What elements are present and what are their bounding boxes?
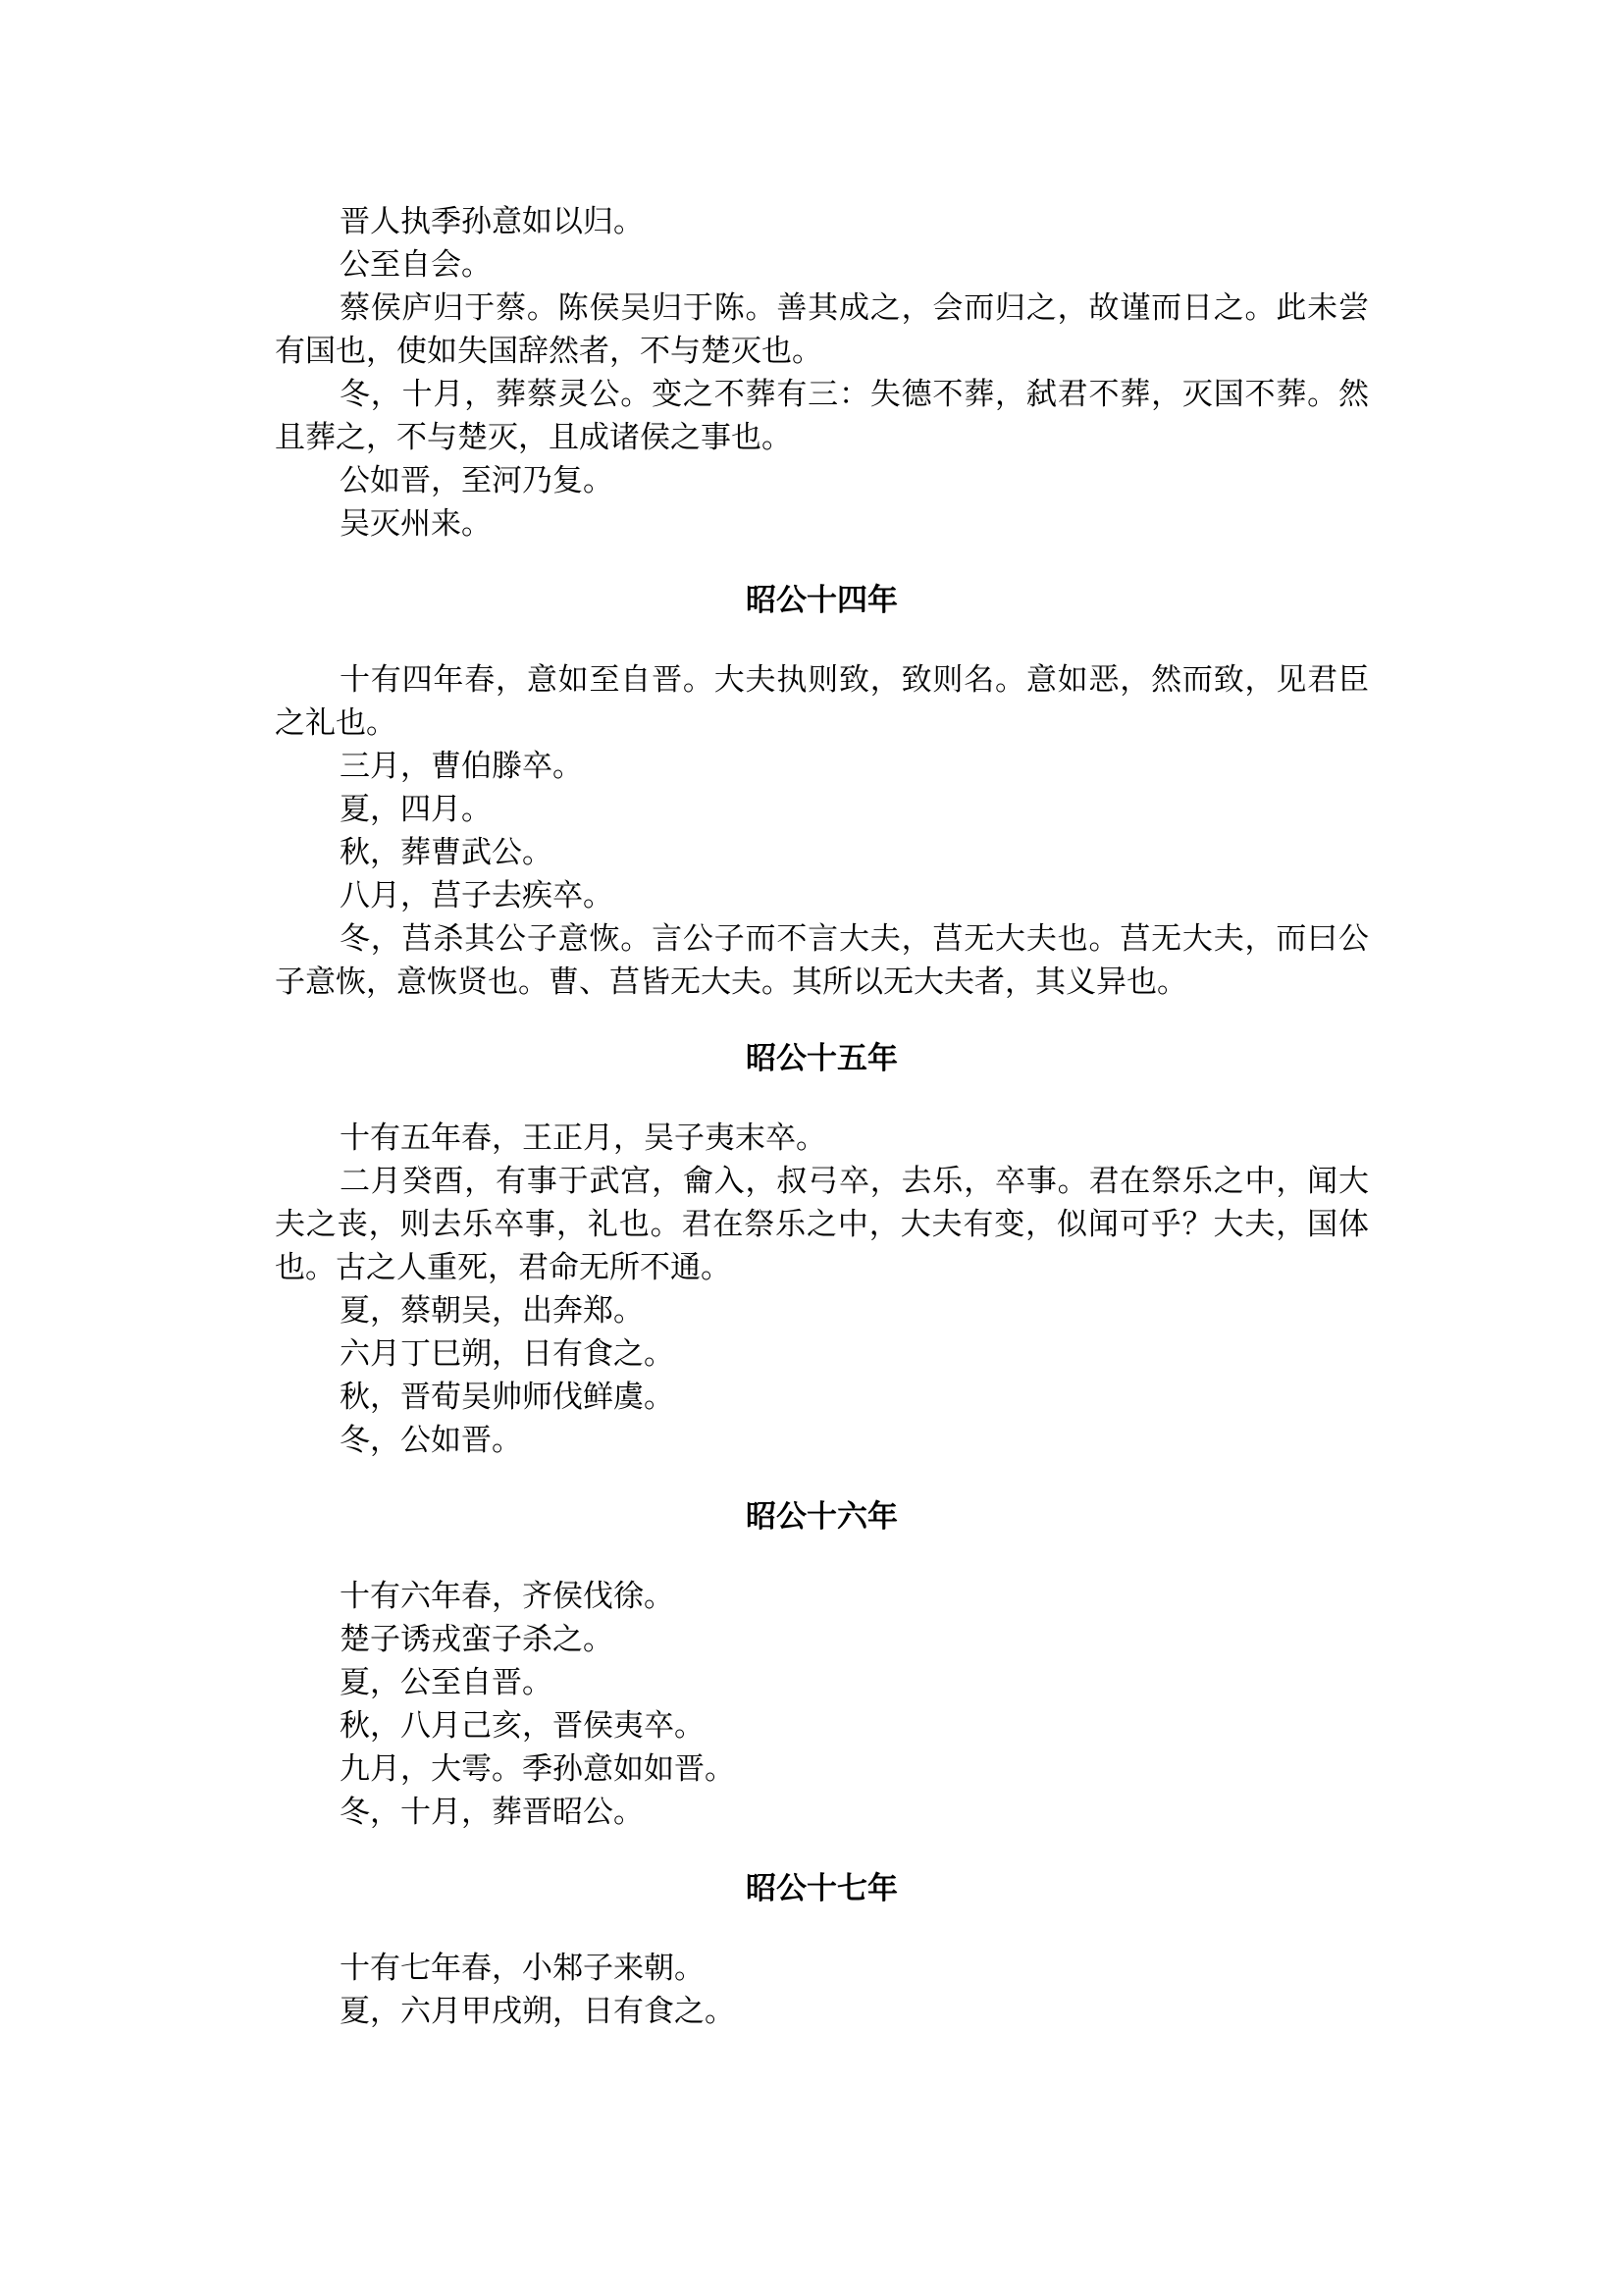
paragraph: 二月癸酉，有事于武宫，龠入，叔弓卒，去乐，卒事。君在祭乐之中，闻大夫之丧，则去乐卒事，礼也。君在祭乐之中，大夫有变，似闻可乎？大夫，国体也。古之人重死，君命无所不通。	[275, 1164, 1369, 1285]
paragraph: 晋人执季孙意如以归。	[340, 204, 644, 239]
paragraph: 冬，十月，葬蔡灵公。变之不葬有三：失德不葬，弑君不葬，灭国不葬。然且葬之，不与楚灭，且成诸侯之事也。	[275, 377, 1369, 455]
paragraph: 蔡侯庐归于蔡。陈侯吴归于陈。善其成之，会而归之，故谨而日之。此未尝有国也，使如失国辞然者，不与楚灭也。	[275, 290, 1369, 369]
paragraph: 八月，莒子去疾卒。	[340, 878, 613, 913]
paragraph: 秋，八月己亥，晋侯夷卒。	[340, 1708, 705, 1744]
section-heading: 昭公十六年	[746, 1499, 898, 1535]
section-heading: 昭公十四年	[746, 583, 898, 618]
paragraph: 夏，四月。	[340, 792, 492, 827]
paragraph: 楚子诱戎蛮子杀之。	[340, 1622, 613, 1657]
paragraph: 秋，葬曹武公。	[340, 835, 552, 870]
paragraph: 冬，莒杀其公子意恢。言公子而不言大夫，莒无大夫也。莒无大夫，而曰公子意恢，意恢贤也。曹、莒皆无大夫。其所以无大夫者，其义异也。	[275, 921, 1369, 1000]
paragraph: 秋，晋荀吴帅师伐鲜虞。	[340, 1380, 674, 1415]
paragraph: 夏，六月甲戌朔，日有食之。	[340, 1994, 735, 2029]
paragraph: 十有四年春，意如至自晋。大夫执则致，致则名。意如恶，然而致，见君臣之礼也。	[275, 662, 1369, 741]
document-body	[275, 200, 1369, 2033]
paragraph: 公至自会。	[340, 247, 492, 283]
paragraph: 十有五年春，王正月，吴子夷末卒。	[340, 1121, 826, 1156]
paragraph: 三月，曹伯滕卒。	[340, 749, 583, 784]
paragraph: 六月丁巳朔，日有食之。	[340, 1336, 674, 1372]
paragraph: 十有六年春，齐侯伐徐。	[340, 1579, 674, 1614]
paragraph: 九月，大雩。季孙意如如晋。	[340, 1751, 735, 1787]
paragraph: 冬，公如晋。	[340, 1423, 522, 1458]
paragraph: 公如晋，至河乃复。	[340, 463, 613, 498]
paragraph: 十有七年春，小邾子来朝。	[340, 1951, 705, 1986]
paragraph: 夏，公至自晋。	[340, 1665, 552, 1700]
paragraph: 冬，十月，葬晋昭公。	[340, 1795, 644, 1830]
section-heading: 昭公十七年	[746, 1871, 898, 1906]
paragraph: 夏，蔡朝吴，出奔郑。	[340, 1293, 644, 1329]
paragraph: 吴灭州来。	[340, 506, 492, 542]
section-heading: 昭公十五年	[746, 1041, 898, 1076]
